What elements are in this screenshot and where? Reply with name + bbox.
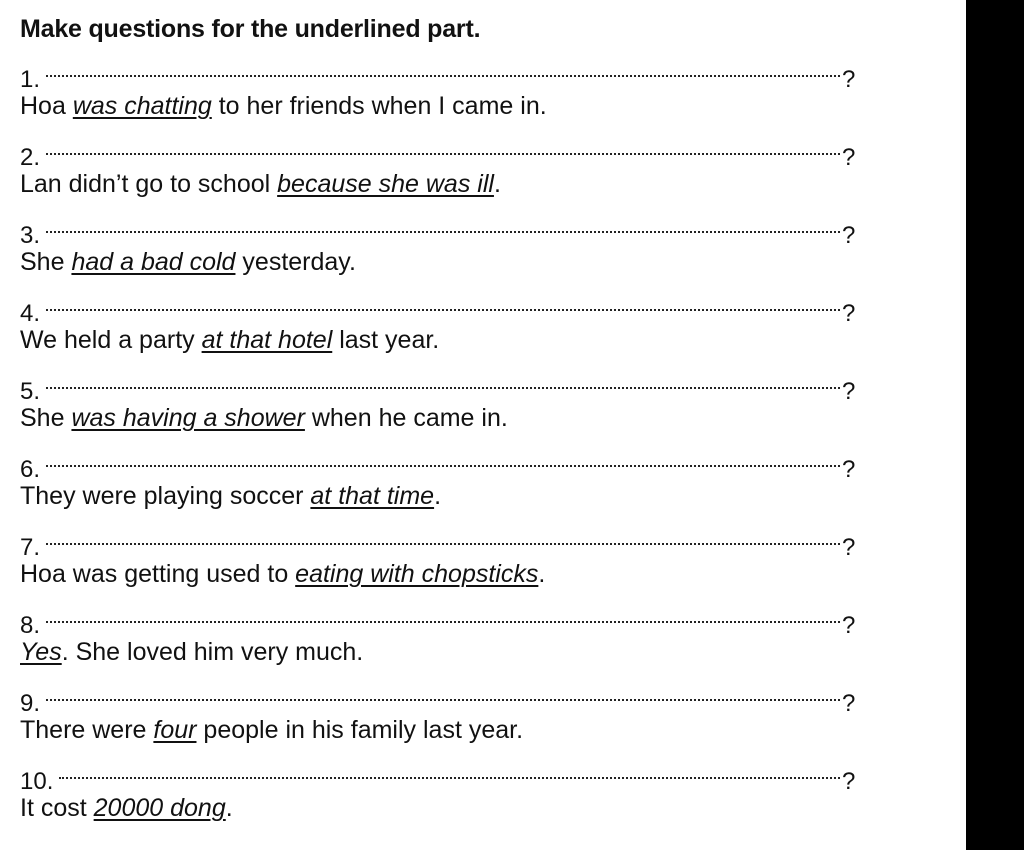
prompt-sentence: [20, 243, 860, 282]
answer-line: [20, 438, 860, 483]
item-number: 5.: [20, 378, 41, 405]
sentence-before: She: [20, 248, 72, 276]
question-mark: ?: [842, 222, 856, 249]
item-number: 10.: [20, 768, 54, 795]
question-mark: ?: [842, 612, 856, 639]
item-number: 6.: [20, 456, 41, 483]
prompt-sentence: [20, 399, 860, 438]
item-number: 9.: [20, 690, 41, 717]
underlined-part: Yes: [20, 638, 62, 666]
sentence-before: There were: [20, 716, 154, 744]
sentence-before: She: [20, 404, 72, 432]
answer-blank: [46, 360, 840, 399]
exercise-item-1: [20, 48, 860, 126]
answer-blank: [46, 48, 840, 87]
underlined-part: eating with chopsticks: [295, 560, 539, 588]
sentence-after: .: [434, 482, 442, 510]
answer-line: [20, 204, 860, 249]
answer-blank: [46, 126, 840, 165]
underlined-part: had a bad cold: [71, 248, 236, 276]
answer-blank: [46, 672, 840, 711]
worksheet-content: [20, 10, 860, 828]
item-number: 4.: [20, 300, 41, 327]
answer-line: [20, 516, 860, 561]
question-mark: ?: [842, 534, 856, 561]
exercise-item-4: [20, 282, 860, 360]
worksheet-heading: Make questions for the underlined part.: [20, 15, 481, 43]
answer-blank: [46, 516, 840, 555]
answer-blank: [46, 438, 840, 477]
underlined-part: because she was ill: [277, 170, 494, 198]
item-number: 8.: [20, 612, 41, 639]
sentence-before: Lan didn’t go to school: [20, 170, 278, 198]
item-number: 1.: [20, 66, 41, 93]
exercise-item-3: [20, 204, 860, 282]
sentence-after: .: [538, 560, 546, 588]
item-number: 2.: [20, 144, 41, 171]
sentence-after: to her friends when I came in.: [211, 92, 547, 120]
question-mark: ?: [842, 456, 856, 483]
question-mark: ?: [842, 378, 856, 405]
prompt-sentence: [20, 789, 860, 828]
underlined-part: four: [153, 716, 197, 744]
underlined-part: at that hotel: [201, 326, 333, 354]
answer-line: [20, 48, 860, 93]
exercise-item-10: [20, 750, 860, 828]
sentence-after: . She loved him very much.: [61, 638, 364, 666]
sentence-before: They were playing soccer: [20, 482, 311, 510]
question-mark: ?: [842, 300, 856, 327]
sentence-after: when he came in.: [304, 404, 508, 432]
sentence-after: .: [225, 794, 233, 822]
sentence-before: Hoa was getting used to: [20, 560, 296, 588]
exercise-item-8: [20, 594, 860, 672]
question-mark: ?: [842, 66, 856, 93]
question-mark: ?: [842, 768, 856, 795]
sentence-after: people in his family last year.: [196, 716, 524, 744]
answer-line: [20, 672, 860, 717]
item-number: 3.: [20, 222, 41, 249]
answer-line: [20, 750, 860, 795]
underlined-part: was having a shower: [71, 404, 305, 432]
answer-blank: [59, 750, 840, 789]
prompt-sentence: [20, 165, 860, 204]
sentence-before: It cost: [20, 794, 94, 822]
sentence-after: .: [493, 170, 501, 198]
exercise-item-7: [20, 516, 860, 594]
right-black-margin: [966, 0, 1024, 850]
answer-blank: [46, 282, 840, 321]
answer-line: [20, 594, 860, 639]
exercise-item-6: [20, 438, 860, 516]
answer-blank: [46, 204, 840, 243]
prompt-sentence: [20, 477, 860, 516]
exercise-item-2: [20, 126, 860, 204]
question-mark: ?: [842, 690, 856, 717]
underlined-part: at that time: [310, 482, 435, 510]
prompt-sentence: [20, 555, 860, 594]
answer-line: [20, 282, 860, 327]
exercise-item-5: [20, 360, 860, 438]
item-number: 7.: [20, 534, 41, 561]
sentence-before: We held a party: [20, 326, 202, 354]
prompt-sentence: [20, 87, 860, 126]
answer-blank: [46, 594, 840, 633]
underlined-part: was chatting: [72, 92, 212, 120]
prompt-sentence: [20, 321, 860, 360]
answer-line: [20, 360, 860, 405]
answer-line: [20, 126, 860, 171]
sentence-after: yesterday.: [235, 248, 356, 276]
sentence-before: Hoa: [20, 92, 73, 120]
question-mark: ?: [842, 144, 856, 171]
exercise-item-9: [20, 672, 860, 750]
sentence-after: last year.: [332, 326, 440, 354]
underlined-part: 20000 dong: [93, 794, 226, 822]
prompt-sentence: [20, 633, 860, 672]
prompt-sentence: [20, 711, 860, 750]
